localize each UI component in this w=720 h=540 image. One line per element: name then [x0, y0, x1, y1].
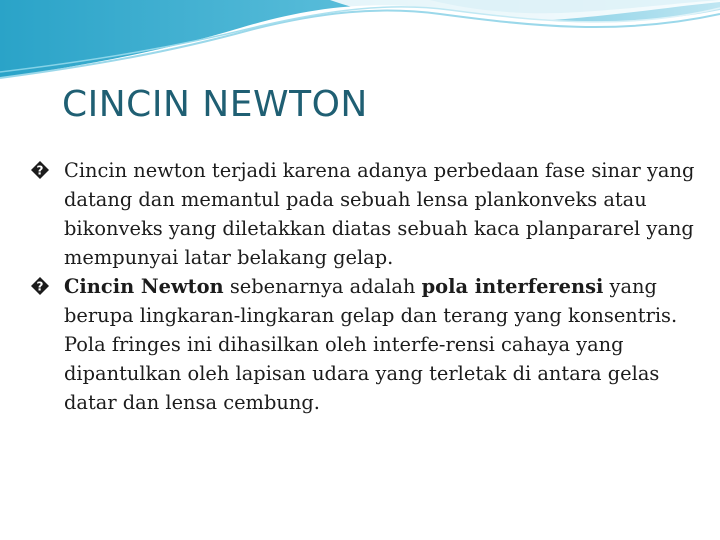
- bullet-text: Cincin newton terjadi karena adanya perbedaan fase sinar yang datang dan memantul pada sebuah lensa plankonveks atau bikonveks yang diletakkan diatas sebuah kaca planpararel yang mempunyai latar belakang gelap.: [64, 159, 695, 269]
- bullet-item: [30, 272, 700, 417]
- bullet-bold-term: pola interferensi: [421, 275, 604, 298]
- bullet-list: [30, 156, 700, 417]
- replacement-character-icon: [30, 276, 50, 296]
- svg-text:?: ?: [36, 279, 44, 294]
- bullet-bold-term: Cincin Newton: [64, 275, 224, 298]
- bullet-text: sebenarnya adalah: [223, 275, 422, 298]
- replacement-character-icon: [30, 160, 50, 180]
- slide-title: CINCIN NEWTON: [62, 84, 368, 125]
- svg-text:?: ?: [36, 163, 44, 178]
- bullet-text: yang berupa lingkaran-lingkaran gelap dan terang yang konsentris. Pola fringes ini dihasilkan oleh interfe-rensi cahaya yang dipantulkan oleh lapisan udara yang terletak di antara gelas datar dan lensa cembung.: [64, 275, 678, 414]
- bullet-item: [30, 156, 700, 272]
